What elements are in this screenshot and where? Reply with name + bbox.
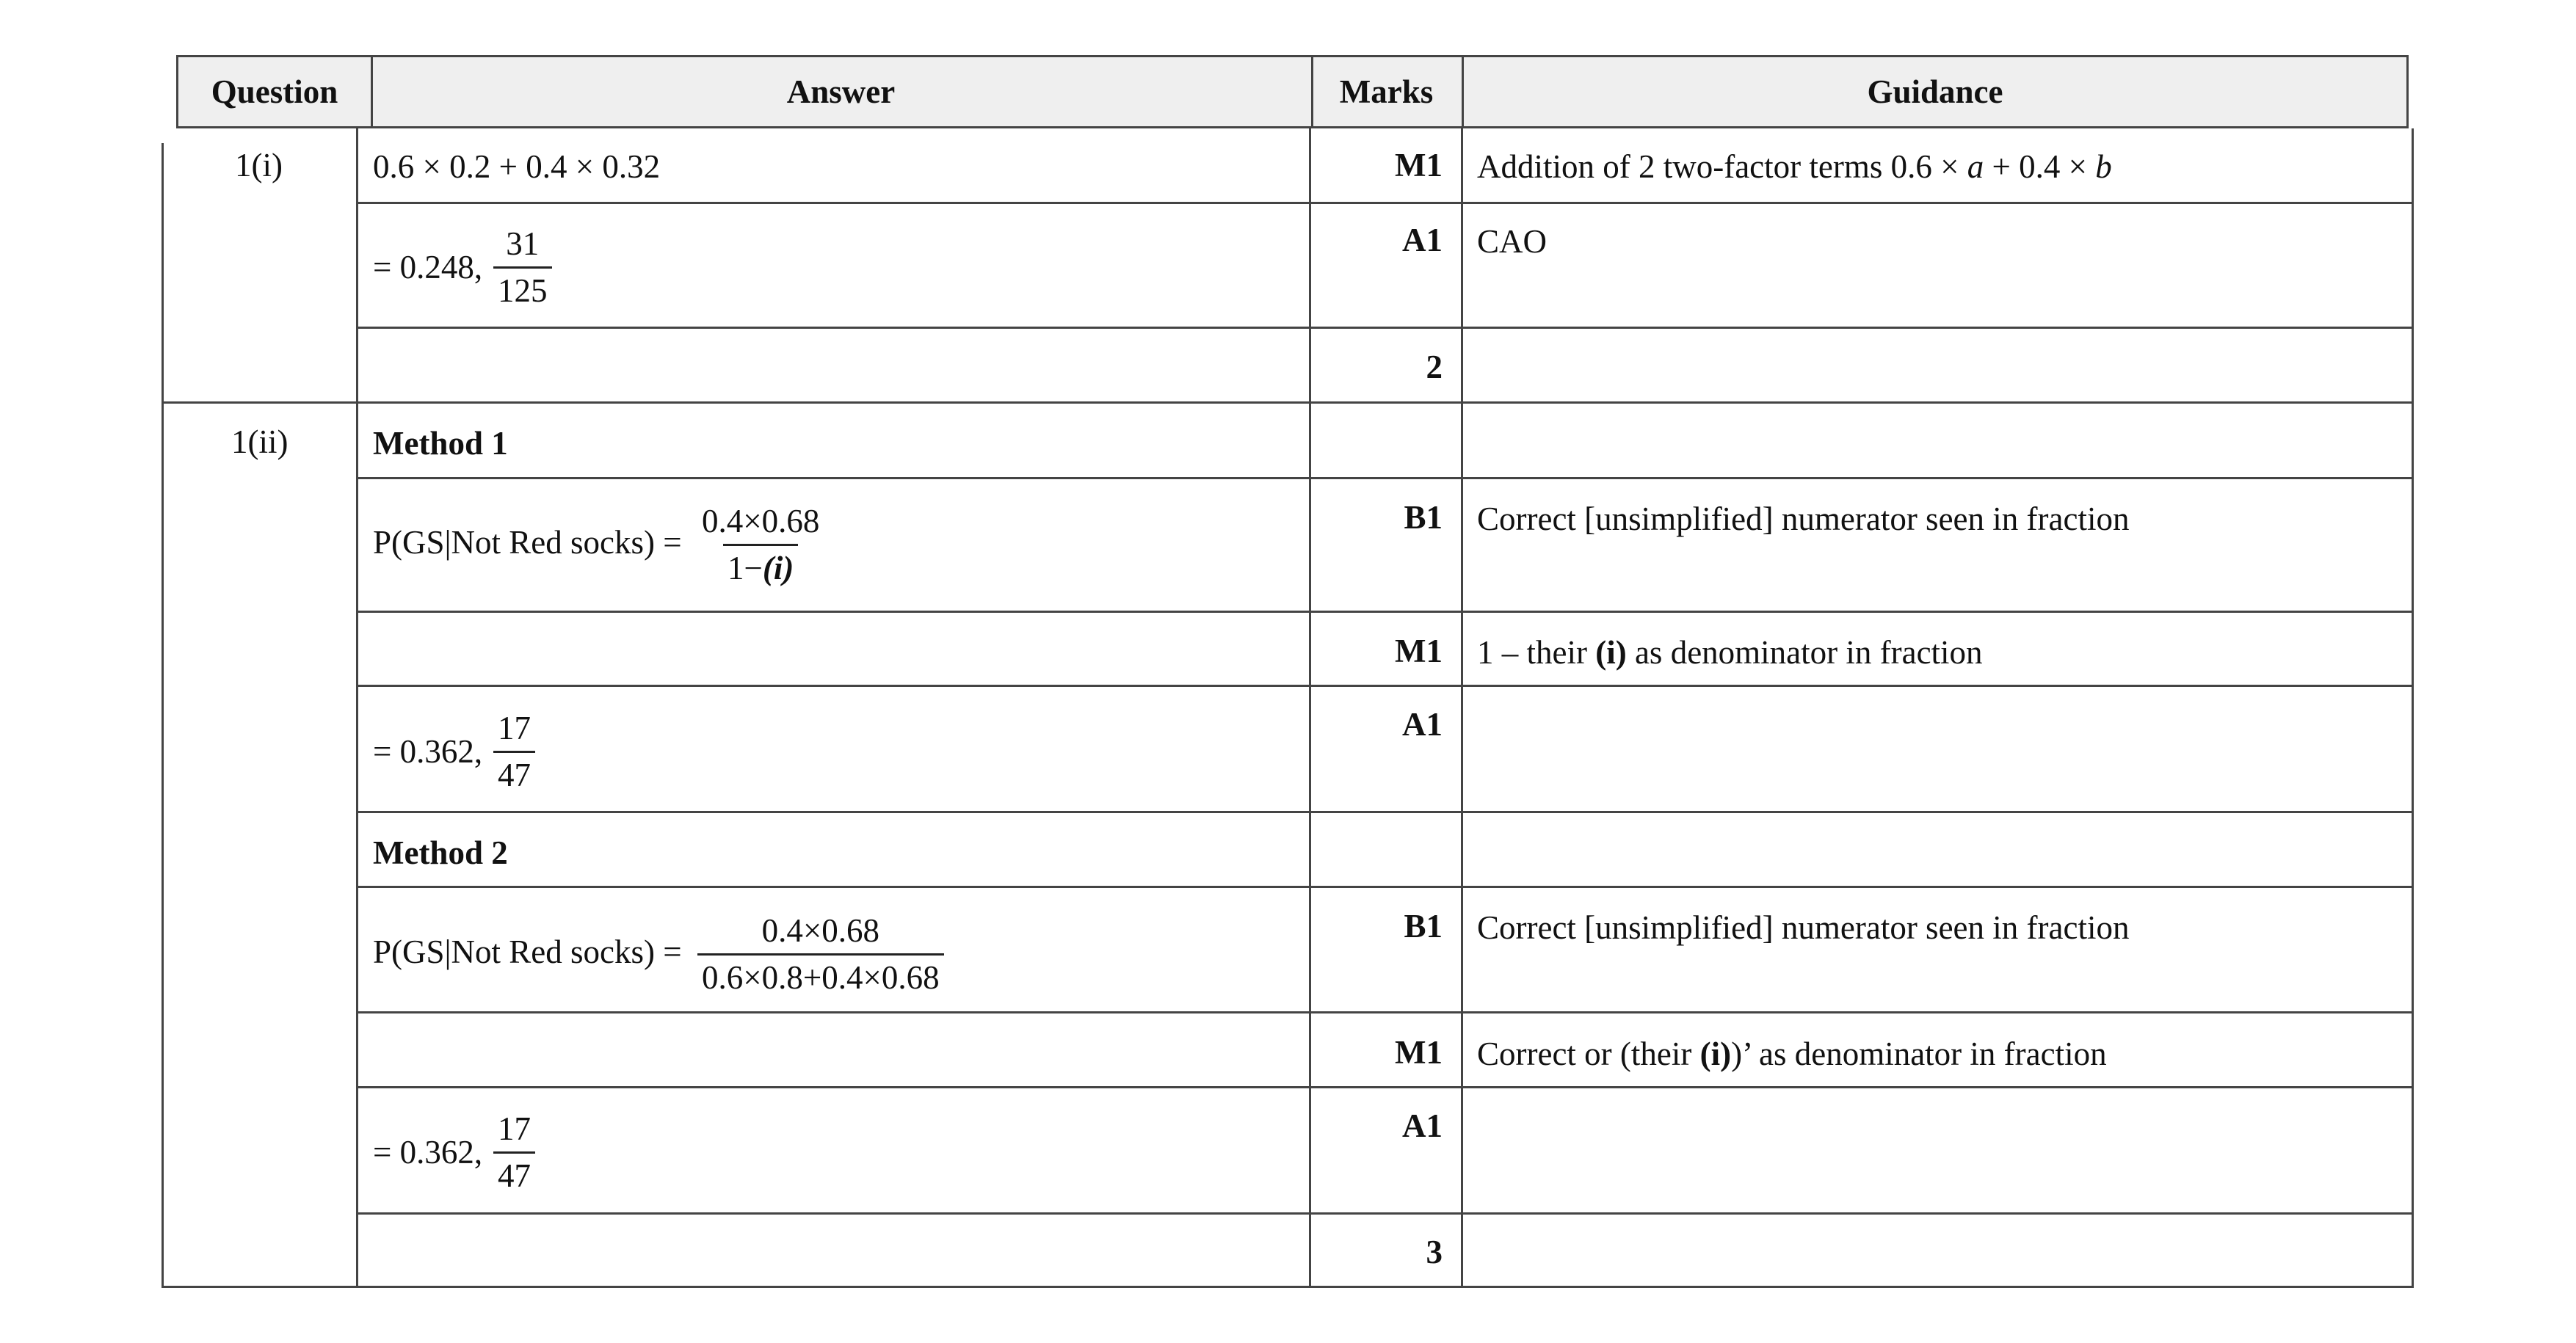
fraction-numerator: 0.4×0.68	[702, 503, 820, 539]
fraction-numerator: 0.4×0.68	[761, 912, 880, 949]
mark-code: A1	[1402, 222, 1443, 258]
den-part: 1−	[728, 550, 763, 586]
row-line	[356, 477, 2414, 479]
row-line	[356, 886, 2414, 888]
row-line	[356, 202, 2414, 204]
header-answer: Answer	[786, 73, 896, 110]
fraction-denominator: 47	[493, 751, 535, 792]
fraction-denominator	[723, 544, 798, 585]
mark-total: 3	[1426, 1234, 1443, 1270]
guidance-var: a	[1967, 148, 1984, 185]
answer-text: P(GS|Not Red socks) =	[373, 933, 682, 970]
guidance-ref: (i)	[1699, 1036, 1732, 1072]
answer-text: = 0.362,	[373, 733, 483, 770]
fraction	[697, 505, 824, 585]
row-line	[162, 401, 2414, 404]
guidance-text: CAO	[1477, 223, 1548, 260]
fraction-numerator: 31	[506, 225, 540, 262]
fraction-numerator: 17	[498, 1110, 531, 1147]
mark-code: M1	[1395, 147, 1443, 183]
guidance-part: Correct or (their	[1477, 1036, 1700, 1072]
guidance-text	[1477, 1038, 2107, 1071]
guidance-part: + 0.4 ×	[1984, 148, 2096, 185]
row-line	[356, 327, 2414, 329]
col-divider-marks	[1461, 128, 1463, 1288]
header-marks: Marks	[1339, 73, 1434, 110]
guidance-part: as denominator in fraction	[1626, 634, 1983, 671]
row-line	[356, 611, 2414, 613]
mark-code: M1	[1395, 633, 1443, 669]
guidance-ref: (i)	[1595, 634, 1627, 671]
mark-code: B1	[1404, 499, 1443, 536]
header-divider	[1462, 57, 1464, 126]
guidance-var: b	[2095, 148, 2112, 185]
header-divider	[1311, 57, 1313, 126]
mark-code: A1	[1402, 1107, 1443, 1144]
question-label: 1(ii)	[231, 423, 289, 460]
guidance-text: Correct [unsimplified] numerator seen in fraction	[1477, 909, 2130, 946]
mark-total: 2	[1426, 349, 1443, 385]
row-line	[356, 1086, 2414, 1088]
guidance-part: Addition of 2 two-factor terms 0.6 ×	[1477, 148, 1967, 185]
den-ref: (i)	[762, 550, 794, 586]
guidance-text: Correct [unsimplified] numerator seen in fraction	[1477, 501, 2130, 537]
guidance-text	[1477, 636, 1983, 669]
fraction-denominator: 47	[493, 1151, 535, 1193]
fraction	[493, 1110, 535, 1194]
table-border-left	[162, 143, 164, 1288]
guidance-text	[1477, 150, 2112, 183]
header-question: Question	[211, 73, 338, 110]
row-line	[356, 811, 2414, 813]
mark-code: M1	[1395, 1034, 1443, 1071]
table-border-right	[2412, 128, 2414, 1288]
fraction	[493, 712, 535, 792]
header-divider	[371, 57, 373, 126]
header-guidance: Guidance	[1867, 73, 2003, 110]
mark-code: B1	[1404, 908, 1443, 945]
col-divider-question	[356, 128, 358, 1288]
table-header	[176, 55, 2409, 128]
mark-code: A1	[1402, 706, 1443, 743]
row-line	[356, 1212, 2414, 1215]
fraction	[493, 225, 552, 309]
table-border-bottom	[162, 1286, 2414, 1288]
fraction-denominator: 125	[493, 266, 552, 307]
fraction	[697, 914, 944, 994]
method-title: Method 1	[373, 425, 508, 462]
fraction-denominator: 0.6×0.8+0.4×0.68	[697, 953, 944, 994]
row-line	[356, 685, 2414, 687]
fraction-numerator: 17	[498, 710, 531, 746]
method-title: Method 2	[373, 834, 508, 871]
answer-text: = 0.362,	[373, 1134, 483, 1171]
answer-text: = 0.248,	[373, 249, 483, 285]
question-label: 1(i)	[235, 147, 283, 183]
answer-text: 0.6 × 0.2 + 0.4 × 0.32	[373, 148, 661, 185]
guidance-part: 1 – their	[1477, 634, 1596, 671]
answer-text: P(GS|Not Red socks) =	[373, 524, 682, 561]
row-line	[356, 1011, 2414, 1013]
guidance-part: )’ as denominator in fraction	[1731, 1036, 2107, 1072]
